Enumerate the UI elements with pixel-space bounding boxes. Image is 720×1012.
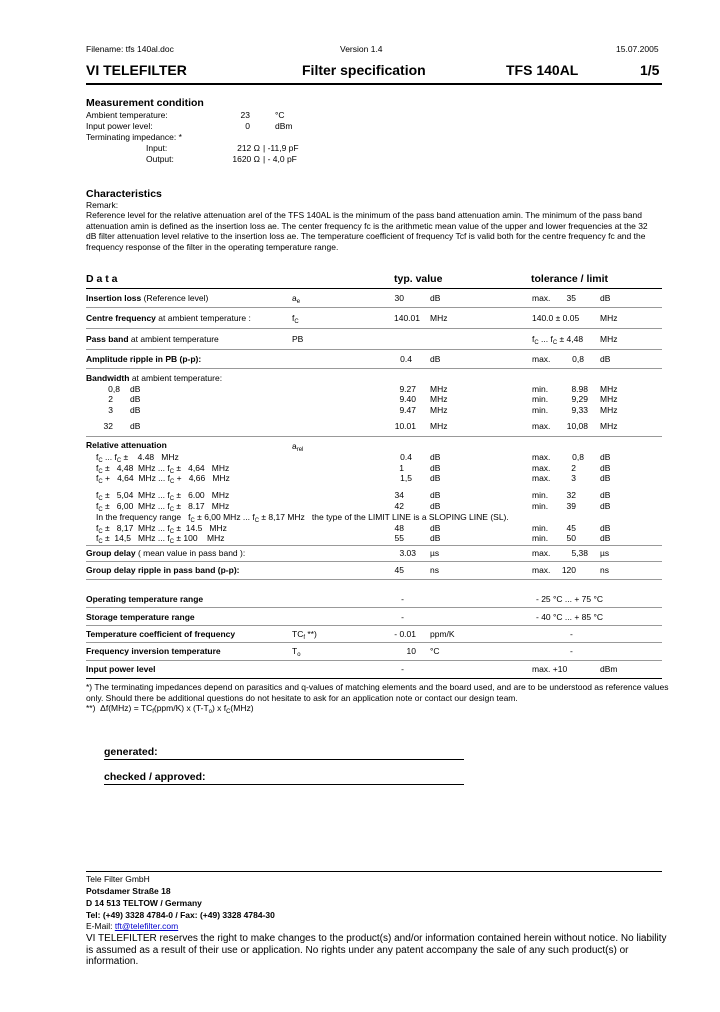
footer-disclaimer: VI TELEFILTER reserves the right to make changes to the product(s) and/or information contained herein without notice. No liability is assumed as a result of their use or application. No rights under any patent accompany the sale of any such product(s) or information. <box>86 933 667 967</box>
footer-street: Potsdamer Straße 18 <box>86 886 171 896</box>
date: 15.07.2005 <box>616 44 659 54</box>
tol-header: tolerance / limit <box>531 273 609 285</box>
footer-rule <box>86 871 662 872</box>
limit-kind: 140.0 ± 0.05 <box>532 313 580 323</box>
row-label: Amplitude ripple in PB (p-p): <box>86 354 202 364</box>
measurement-title: Measurement condition <box>86 97 204 109</box>
row-sym: PB <box>292 334 304 344</box>
footer-tel: Tel: (+49) 3328 4784-0 / Fax: (+49) 3328 4784-30 <box>86 910 275 920</box>
generated-line <box>104 759 464 760</box>
row-note: at ambient temperature : <box>155 313 251 323</box>
email-link[interactable]: tft@telefilter.com <box>114 921 179 931</box>
input-label: Input: <box>146 143 168 153</box>
doc-type: Filter specification <box>302 62 426 78</box>
limit-unit: MHz <box>600 334 618 344</box>
limit-value: 0,8 <box>572 354 584 364</box>
ambient-label: Ambient temperature: <box>86 110 168 120</box>
checked-label: checked / approved: <box>104 771 206 783</box>
limit-kind: max. <box>532 354 551 364</box>
remark-label: Remark: <box>86 200 119 210</box>
page-number: 1/5 <box>640 62 660 78</box>
row-note: (Reference level) <box>141 293 209 303</box>
remark-text: Reference level for the relative attenuation arel of the TFS 140AL is the minimum of the pass band attenuation amin. The minimum of the pass band attenuation amin is defined as the insertion loss ae. The center frequency fc is the arithmetic mean value of the upper and lower frequencies at the 32 dB filter attenuation level relative to the insertion loss ae. The temperature coefficient of frequency Tcf is valid both for the centre frequency fc and the frequency response of the filter in the operating temperature range. <box>86 210 648 252</box>
typ-header: typ. value <box>394 273 443 285</box>
footnote-2: **) $\Delta f(MHz) = TC_f(ppm/K)$ x $(T-T_o)$ x $f_C(MHz)$ <box>86 703 254 715</box>
typ-unit: dB <box>430 293 441 303</box>
limit-unit: MHz <box>600 313 618 323</box>
output-cap: | - 4,0 pF <box>263 154 297 164</box>
version: Version 1.4 <box>340 44 383 54</box>
input-cap: | -11,9 pF <box>263 143 299 153</box>
output-label: Output: <box>146 154 174 164</box>
characteristics-title: Characteristics <box>86 188 162 200</box>
ambient-value: 23 <box>240 110 250 120</box>
company-name: VI TELEFILTER <box>86 62 187 78</box>
ambient-unit: °C <box>275 110 285 120</box>
output-value: 1620 Ω <box>232 154 260 164</box>
bandwidth-title: Bandwidth at ambient temperature: <box>86 373 223 383</box>
typ-value: 140.01 <box>394 313 420 323</box>
impedance-label: Terminating impedance: * <box>86 132 182 142</box>
filename: Filename: tfs 140al.doc <box>86 44 174 54</box>
footnote-1: *) The terminating impedances depend on parasitics and q-values of matching elements and the board used, and are to be understood as reference values only. Should there be additional questions do not hesitate to ask for an application note or contact our design team. <box>86 682 669 703</box>
generated-label: generated: <box>104 746 158 758</box>
typ-unit: MHz <box>430 313 448 323</box>
footer-email: E-Mail: tft@telefilter.com <box>86 921 179 931</box>
power-label: Input power level: <box>86 121 153 131</box>
data-header: D a t a <box>86 273 118 285</box>
table-top-rule <box>86 288 662 289</box>
limit-value: 35 <box>566 293 576 303</box>
typ-value: 0.4 <box>400 354 412 364</box>
typ-unit: dB <box>430 354 441 364</box>
header-rule <box>86 83 662 85</box>
power-unit: dBm <box>275 121 293 131</box>
table-bottom-rule <box>86 678 662 679</box>
part-number: TFS 140AL <box>506 62 579 78</box>
relative-title: Relative attenuation <box>86 440 167 450</box>
row-label: Centre frequency <box>86 313 156 323</box>
row-label: Insertion loss <box>86 293 142 303</box>
input-value: 212 Ω <box>237 143 260 153</box>
typ-value: 30 <box>394 293 404 303</box>
limit-kind: max. <box>532 293 551 303</box>
footer-company: Tele Filter GmbH <box>86 874 150 884</box>
limit-unit: dB <box>600 354 611 364</box>
arel-symbol: $a_{rel}$ <box>292 441 304 453</box>
power-value: 0 <box>245 121 250 131</box>
checked-line <box>104 784 464 785</box>
footer-city: D 14 513 TELTOW / Germany <box>86 898 202 908</box>
sloping-note: In the frequency range $f_C \pm 6,00$ MHz ... $f_C \pm 8,17$ MHz the type of the LIMIT LINE is a SLOPING LINE (SL). <box>96 512 509 524</box>
limit-unit: dB <box>600 293 611 303</box>
row-label: Pass band <box>86 334 129 344</box>
row-note: at ambient temperature <box>128 334 219 344</box>
